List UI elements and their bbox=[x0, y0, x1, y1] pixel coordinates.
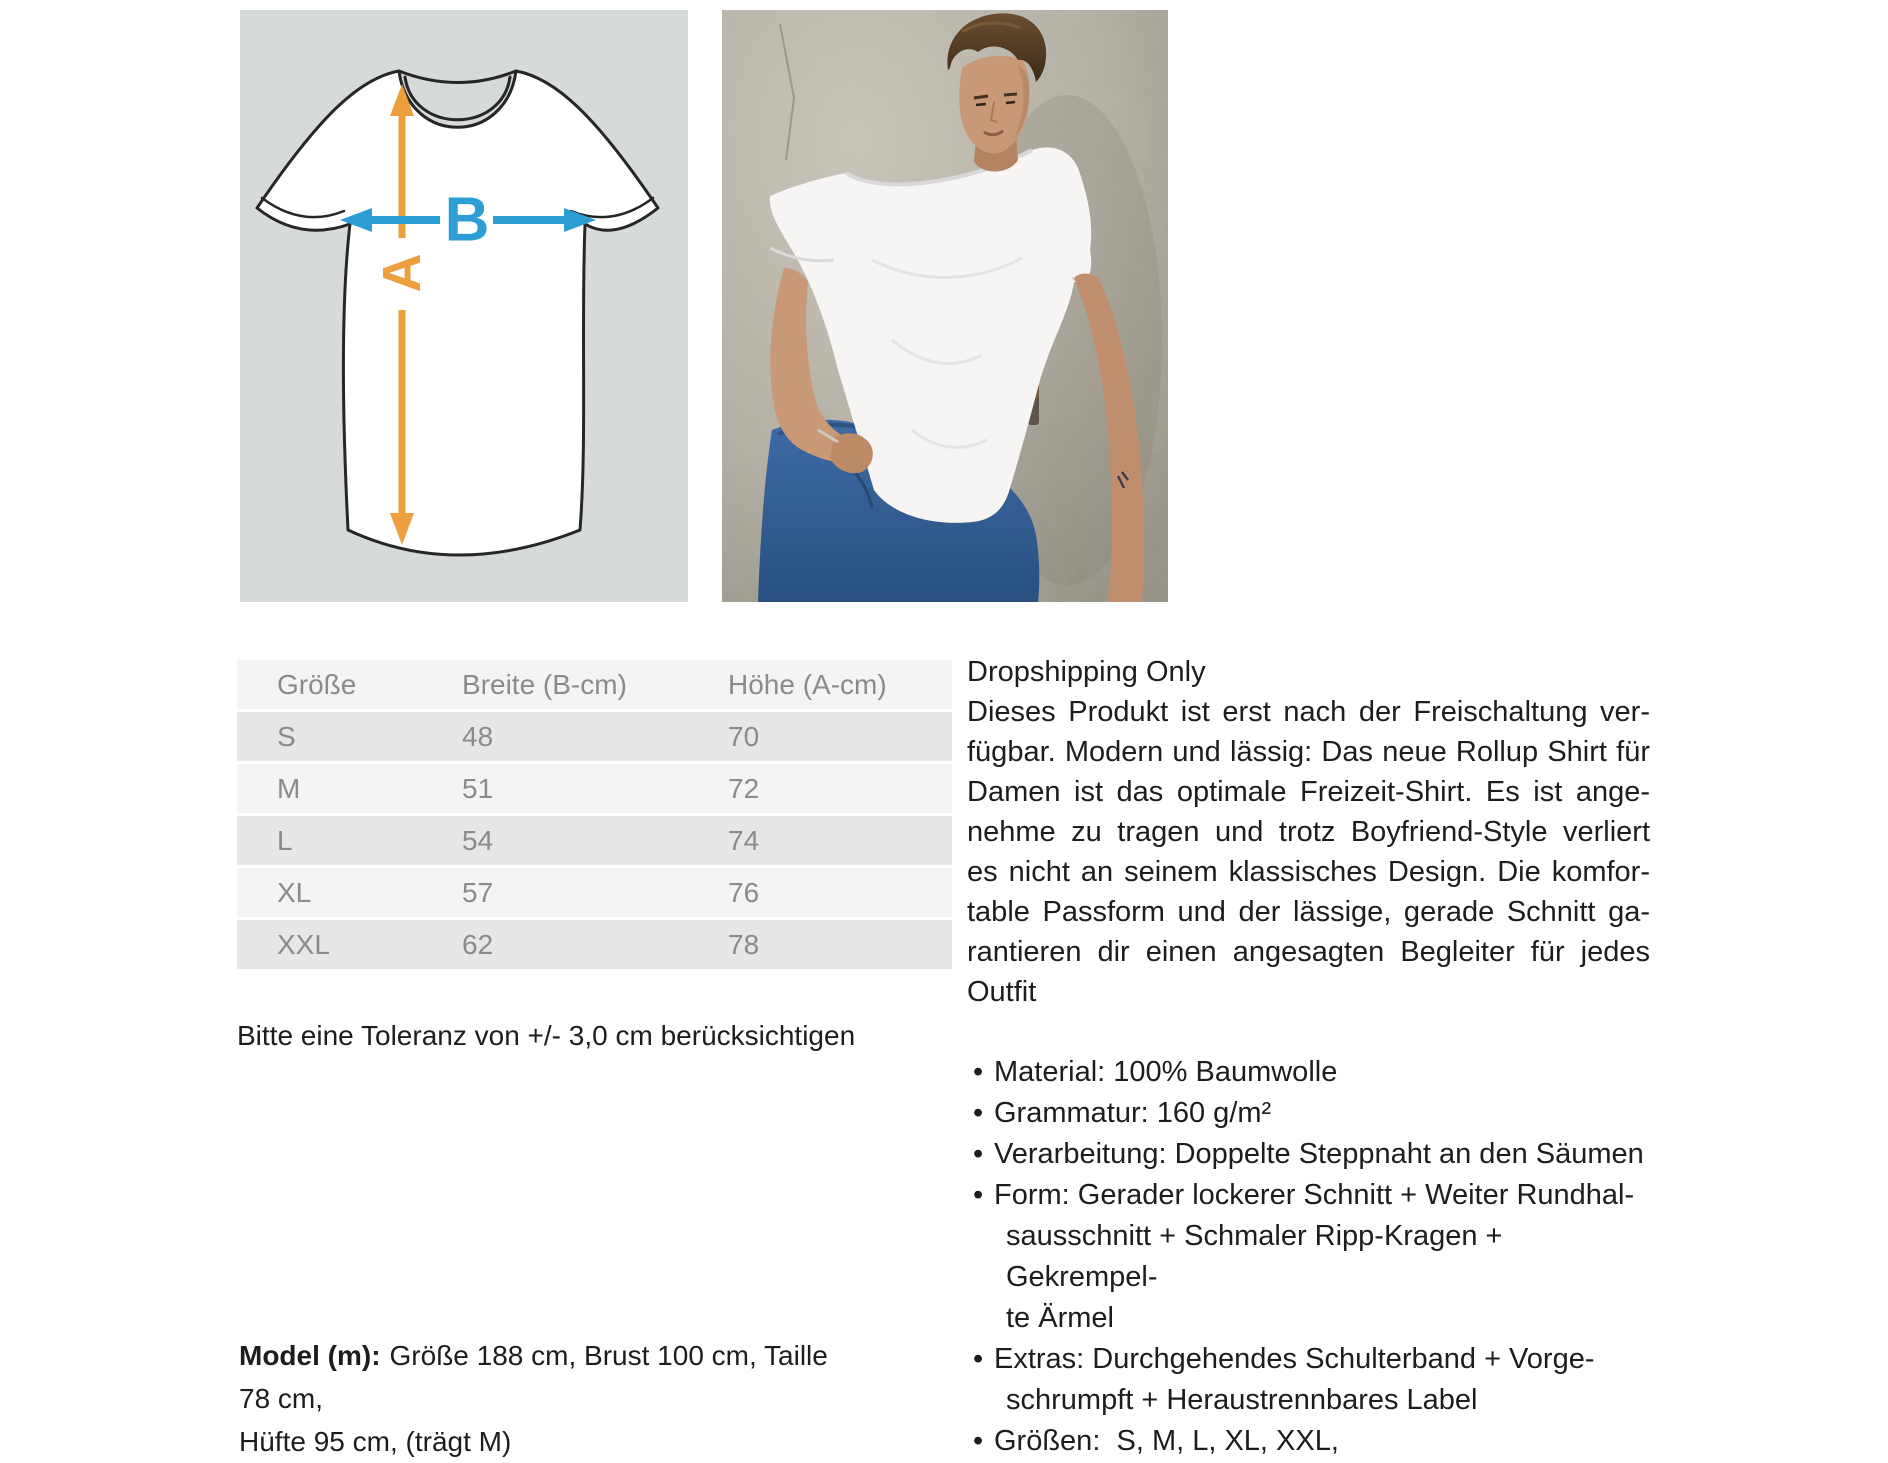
cell-width: 51 bbox=[462, 772, 494, 804]
size-table bbox=[237, 660, 952, 969]
tshirt-measure-diagram bbox=[240, 10, 688, 602]
cell-height: 76 bbox=[728, 876, 760, 908]
cell-size: XXL bbox=[277, 928, 330, 960]
feature-item-continuation: te Ärmel bbox=[1006, 1302, 1114, 1334]
table-header-row bbox=[237, 660, 952, 712]
model-info-label: Model (m): bbox=[239, 1340, 381, 1371]
feature-item-continuation: sausschnitt + Schmaler Ripp-Kragen + Gekrempel- bbox=[1006, 1220, 1511, 1293]
description-line: es nicht an seinem klassisches Design. Die komfor- bbox=[967, 856, 1650, 888]
table-row bbox=[237, 712, 952, 764]
label-b: B bbox=[444, 185, 490, 255]
cell-width: 54 bbox=[462, 824, 494, 856]
feature-list bbox=[967, 1052, 1650, 1462]
bullet-icon: • bbox=[973, 1179, 984, 1211]
description-line: Dieses Produkt ist erst nach der Freischaltung ver- bbox=[967, 696, 1650, 728]
bullet-icon: • bbox=[973, 1425, 984, 1457]
model-info-line: Hüfte 95 cm, (trägt M) bbox=[239, 1426, 512, 1457]
description-line: fügbar. Modern und lässig: Das neue Rollup Shirt für bbox=[967, 736, 1650, 768]
cell-width: 62 bbox=[462, 928, 494, 960]
bullet-icon: • bbox=[973, 1343, 984, 1375]
feature-item: • Größen: S, M, L, XL, XXL, bbox=[967, 1421, 1650, 1462]
cell-height: 74 bbox=[728, 824, 760, 856]
back-collar-line bbox=[399, 71, 516, 83]
feature-item: • Grammatur: 160 g/m² bbox=[967, 1093, 1650, 1134]
bullet-icon: • bbox=[973, 1097, 984, 1129]
cell-size: M bbox=[277, 772, 301, 804]
bullet-icon: • bbox=[973, 1056, 984, 1088]
cell-size: L bbox=[277, 824, 293, 856]
description-line: rantieren dir einen angesagten Begleiter für jedes bbox=[967, 936, 1650, 968]
table-row bbox=[237, 920, 952, 969]
model-photo bbox=[722, 10, 1168, 602]
feature-item: • Extras: Durchgehendes Schulterband + Vorge- bbox=[967, 1339, 1650, 1380]
feature-item: • Verarbeitung: Doppelte Steppnaht an den Säumen bbox=[967, 1134, 1650, 1175]
model-info-measurements: Größe 188 cm, Brust 100 cm, Taille 78 cm, bbox=[239, 1340, 828, 1414]
cell-width: 57 bbox=[462, 876, 494, 908]
feature-item-continuation: schrumpft + Heraustrennbares Label bbox=[1006, 1384, 1478, 1416]
cell-height: 78 bbox=[728, 928, 760, 960]
model-info-line bbox=[239, 1334, 859, 1420]
col-header-height: Höhe (A-cm) bbox=[728, 668, 887, 700]
feature-item: • Form: Gerader lockerer Schnitt + Weiter Rundhal- bbox=[967, 1175, 1650, 1216]
size-diagram-panel bbox=[240, 10, 688, 602]
table-row bbox=[237, 764, 952, 816]
tshirt-outline bbox=[257, 71, 658, 555]
cell-size: S bbox=[277, 720, 296, 752]
description-line: table Passform und der lässige, gerade Schnitt ga- bbox=[967, 896, 1650, 928]
label-a: A bbox=[372, 253, 432, 293]
description-line: nehme zu tragen und trotz Boyfriend-Style verliert bbox=[967, 816, 1650, 848]
description-line: Damen ist das optimale Freizeit-Shirt. Es ist ange- bbox=[967, 776, 1650, 808]
table-row bbox=[237, 816, 952, 868]
cell-width: 48 bbox=[462, 720, 494, 752]
cell-height: 70 bbox=[728, 720, 760, 752]
col-header-width: Breite (B-cm) bbox=[462, 668, 627, 700]
description-heading: Dropshipping Only bbox=[967, 656, 1206, 688]
feature-item: • Material: 100% Baumwolle bbox=[967, 1052, 1650, 1093]
model-info bbox=[239, 1334, 859, 1463]
cell-size: XL bbox=[277, 876, 312, 908]
col-header-size: Größe bbox=[277, 668, 357, 700]
tolerance-note: Bitte eine Toleranz von +/- 3,0 cm berücksichtigen bbox=[237, 1020, 856, 1051]
model-photo-image bbox=[722, 10, 1168, 602]
table-row bbox=[237, 868, 952, 920]
product-description bbox=[967, 652, 1650, 1462]
description-line: Outfit bbox=[967, 976, 1037, 1008]
bullet-icon: • bbox=[973, 1138, 984, 1170]
cell-height: 72 bbox=[728, 772, 760, 804]
